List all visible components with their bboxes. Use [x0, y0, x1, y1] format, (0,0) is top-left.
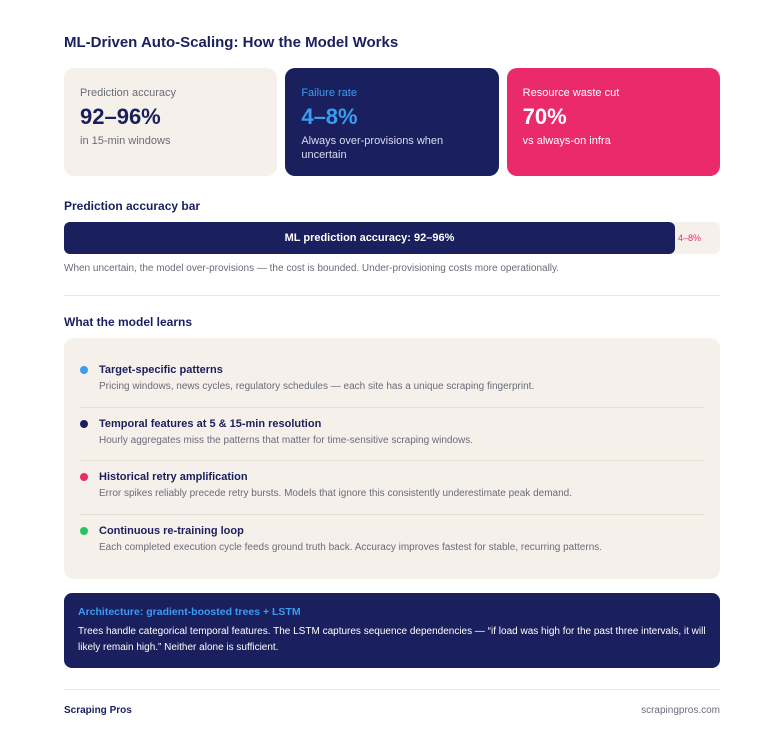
stat-card-waste-cut — [507, 68, 720, 176]
accuracy-bar-fill-label: ML prediction accuracy: 92–96% — [284, 232, 455, 244]
list-item — [80, 515, 704, 569]
bullet-dot-icon — [80, 527, 88, 535]
learn-item-desc: Pricing windows, news cycles, regulatory schedules — each site has a unique scraping fingerprint. — [99, 381, 535, 392]
accuracy-bar-heading: Prediction accuracy bar — [64, 199, 201, 213]
stat-value: 4–8% — [301, 104, 358, 129]
bullet-dot-icon — [80, 366, 88, 374]
stats-row — [64, 68, 720, 176]
list-item — [80, 408, 704, 462]
footer-brand: Scraping Pros — [64, 705, 132, 716]
stat-value: 70% — [522, 104, 567, 129]
accuracy-bar-rest-label: 4–8% — [678, 233, 702, 243]
stat-label: Prediction accuracy — [80, 87, 176, 99]
stat-value: 92–96% — [80, 104, 161, 129]
divider — [64, 295, 720, 296]
bullet-dot-icon — [80, 473, 88, 481]
architecture-title: Architecture: gradient-boosted trees + LSTM — [78, 606, 301, 618]
divider — [64, 689, 720, 690]
learn-item-desc: Each completed execution cycle feeds ground truth back. Accuracy improves fastest for stable, recurring patterns. — [99, 541, 603, 553]
learn-item-title: Temporal features at 5 & 15-min resolution — [99, 417, 322, 430]
accuracy-bar-fill — [64, 222, 675, 254]
stat-sub: Always over-provisions when uncertain — [301, 135, 444, 161]
accuracy-note: When uncertain, the model over-provisions — the cost is bounded. Under-provisioning costs more operationally. — [64, 263, 560, 274]
learns-heading: What the model learns — [64, 315, 193, 329]
page-title: ML-Driven Auto-Scaling: How the Model Works — [64, 34, 399, 51]
architecture-body: Trees handle categorical temporal features. The LSTM captures sequence dependencies — “if load was high for the past three intervals, it will likely remain high.” Neither alone is sufficient. — [78, 626, 706, 653]
footer-link[interactable]: scrapingpros.com — [641, 705, 720, 716]
stat-card-accuracy — [64, 68, 277, 176]
bullet-dot-icon — [80, 420, 88, 428]
learns-card — [64, 338, 720, 579]
learn-item-desc: Error spikes reliably precede retry bursts. Models that ignore this consistently underestimate peak demand. — [99, 488, 573, 499]
learn-item-title: Continuous re-training loop — [99, 524, 244, 537]
learn-item-desc: Hourly aggregates miss the patterns that matter for time-sensitive scraping windows. — [99, 434, 474, 446]
stat-sub: vs always-on infra — [522, 135, 611, 147]
stat-label: Resource waste cut — [522, 87, 620, 99]
architecture-callout — [64, 593, 720, 668]
list-item — [80, 354, 704, 408]
list-item — [80, 461, 704, 515]
learn-item-title: Target-specific patterns — [99, 364, 223, 376]
stat-card-failure-rate — [285, 68, 498, 176]
learn-item-title: Historical retry amplification — [99, 471, 248, 483]
accuracy-bar — [64, 222, 720, 254]
stat-label: Failure rate — [301, 87, 357, 99]
stat-sub: in 15-min windows — [80, 135, 171, 147]
